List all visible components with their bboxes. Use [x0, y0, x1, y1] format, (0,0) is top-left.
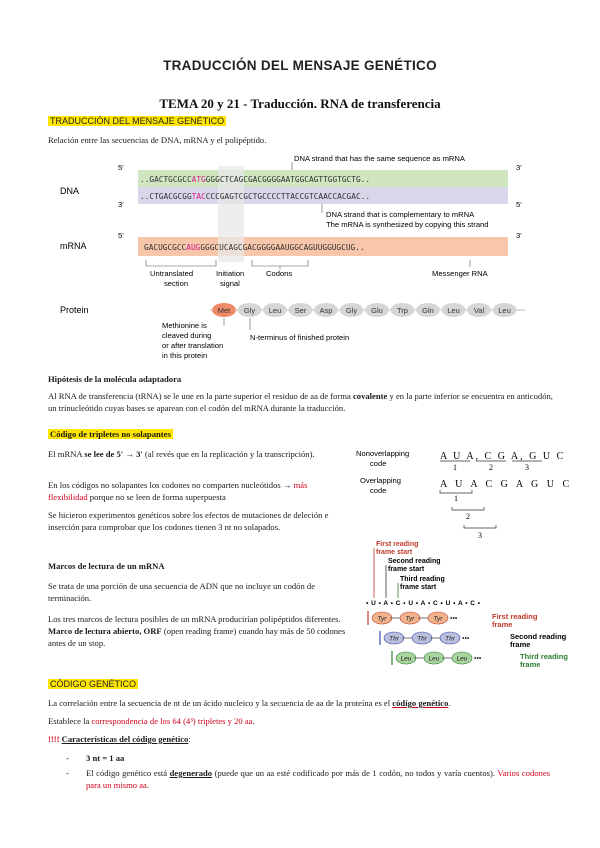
- bullet-dash-1: -: [66, 753, 69, 763]
- dna-label: DNA: [60, 186, 80, 196]
- template-strand-sequence: ..CTGACGCGGTACCCCGAGTCGCTGCCCCTTACCGTCAACCACGAC..: [140, 192, 371, 201]
- frame-amino-acid-label: Tyr: [377, 615, 387, 623]
- nterm-note: N-terminus of finished protein: [250, 333, 350, 342]
- mrna-label: mRNA: [60, 241, 87, 251]
- row3-label-2: frame: [520, 660, 541, 669]
- code-p1: La correlación entre la secuencia de nt de un ácido nucleico y la secuencia de aa de la proteína es el código genético.: [48, 698, 451, 708]
- row3-label-1: Third reading: [520, 652, 568, 661]
- amino-acid-label: Ser: [294, 305, 307, 315]
- amino-acid-label: Asp: [319, 305, 333, 315]
- reading-frames-svg: [362, 538, 592, 673]
- nonoverlap-num-3: 3: [525, 463, 529, 472]
- initiation-label-1: Initiation: [216, 269, 245, 278]
- met-note-3: or after translation: [162, 341, 224, 350]
- dna-figure-svg: [60, 150, 540, 365]
- page-subtitle: TEMA 20 y 21 - Traducción. RNA de transferencia: [159, 96, 441, 111]
- overlap-figure-svg: [352, 447, 592, 547]
- amino-acid-label: Leu: [268, 305, 282, 315]
- nonoverlap-num-1: 1: [453, 463, 457, 472]
- met-note-1: Methionine is: [162, 321, 207, 330]
- row2-label-2: frame: [510, 640, 531, 649]
- untranslated-label-1: Untranslated: [150, 269, 194, 278]
- met-note-2: cleaved during: [162, 331, 212, 340]
- amino-acid-label: Gly: [345, 305, 358, 315]
- char-heading: !!!! Características del código genético:: [48, 734, 191, 744]
- nonoverlap-label-1: Nonoverlapping: [356, 449, 410, 458]
- amino-acid-label: Glu: [371, 305, 383, 315]
- svg-text:•••: •••: [462, 635, 470, 643]
- frame-amino-acid-label: Thr: [445, 635, 455, 643]
- frame-amino-acid-label: Leu: [400, 655, 412, 663]
- nonoverlap-label-2: code: [370, 459, 387, 468]
- five-prime-right: 5': [516, 200, 522, 209]
- page-title: TRADUCCIÓN DEL MENSAJE GENÉTICO: [163, 58, 437, 73]
- code-heading: CÓDIGO GENÉTICO: [50, 679, 137, 689]
- coding-strand-sequence: ..GACTGCGCCATGGGGCTCAGCGACGGGGAATGGCAGTTGGTGCTG..: [140, 175, 371, 184]
- amino-acid-label: Leu: [498, 305, 511, 315]
- triplets-p1: El mRNA se lee de 5' → 3' (al revés que en la replicación y la transcripción).: [48, 449, 315, 459]
- overlap-label-1: Overlapping: [360, 476, 401, 485]
- rna-sequence: • U • A • C • U • A • C • U • A • C •: [366, 600, 481, 607]
- protein-label: Protein: [60, 305, 89, 315]
- amino-acid-label: Trp: [397, 305, 408, 315]
- triplets-p3: Se hicieron experimentos genéticos sobre los efectos de mutaciones de deleción e inserción para comprobar que los codones tienen 3 nt no solapados.: [48, 510, 329, 532]
- five-prime-mrna: 5': [118, 231, 124, 240]
- three-prime-mrna: 3': [516, 231, 522, 240]
- overlap-sequence: A U A C G A G U C: [440, 479, 573, 490]
- mrna-sequence: GACUGCGCCAUGGGGCUCAGCGACGGGGAAUGGCAGUUGGUGCUG..: [144, 243, 365, 252]
- frame-amino-acid-label: Tyr: [433, 615, 443, 623]
- frame-amino-acid-label: Thr: [417, 635, 427, 643]
- adaptor-paragraph: Al RNA de transferencia (tRNA) se le une en la parte superior el residuo de aa de forma covalente y en la parte inferior se encuentra en anticodón, un trinucleótido cuyas bases se aparean con el codón del mRNA durante la traducción.: [48, 391, 553, 413]
- codons-label: Codons: [266, 269, 293, 278]
- second-frame-start-2: frame start: [388, 566, 425, 573]
- amino-acid-label: Met: [217, 305, 231, 315]
- frames-p1: Se trata de una porción de una secuencia de ADN que no incluye un codón de terminación.: [48, 581, 316, 603]
- met-note-4: in this protein: [162, 351, 208, 360]
- row2-label-1: Second reading: [510, 632, 567, 641]
- frames-heading: Marcos de lectura de un mRNA: [48, 561, 165, 571]
- section-heading-traduccion: TRADUCCIÓN DEL MENSAJE GENÉTICO: [50, 116, 225, 126]
- overlap-figure: [352, 447, 592, 547]
- frame-amino-acid-label: Thr: [389, 635, 399, 643]
- third-frame-start-1: Third reading: [400, 576, 445, 583]
- code-p2: Establece la correspondencia de los 64 (4³) tripletes y 20 aa.: [48, 716, 255, 726]
- three-prime-left: 3': [118, 200, 124, 209]
- triplets-heading: Código de tripletes no solapantes: [50, 429, 171, 439]
- amino-acid-label: Gln: [422, 305, 434, 315]
- frame-amino-acid-label: Leu: [456, 655, 468, 663]
- bullet-2: El código genético está degenerado (puede que un aa esté codificado por más de 1 codón, no todos y varía cuentos). Varios codones para un mismo aa.: [86, 768, 550, 790]
- dna-mrna-protein-figure: [60, 150, 540, 365]
- svg-text:•••: •••: [474, 655, 482, 663]
- amino-acid-label: Gly: [243, 305, 256, 315]
- initiation-label-2: signal: [220, 279, 240, 288]
- overlap-label-2: code: [370, 486, 387, 495]
- reading-frames-figure: [362, 538, 592, 673]
- messenger-rna-label: Messenger RNA: [432, 269, 488, 278]
- frame-amino-acid-label: Tyr: [405, 615, 415, 623]
- first-frame-start-2: frame start: [376, 549, 413, 556]
- overlap-num-1: 1: [454, 494, 458, 503]
- three-prime-top: 3': [516, 163, 522, 172]
- template-note-1: DNA strand that is complementary to mRNA: [326, 210, 475, 219]
- nonoverlap-num-2: 2: [489, 463, 493, 472]
- svg-text:•••: •••: [450, 615, 458, 623]
- five-prime-top: 5': [118, 163, 124, 172]
- coding-strand-note: DNA strand that has the same sequence as mRNA: [294, 154, 465, 163]
- overlap-num-2: 2: [466, 512, 470, 521]
- section-intro: Relación entre las secuencias de DNA, mRNA y el polipéptido.: [48, 135, 267, 145]
- frame-amino-acid-label: Leu: [428, 655, 440, 663]
- first-frame-start-1: First reading: [376, 541, 419, 548]
- row1-label-1: First reading: [492, 612, 538, 621]
- amino-acid-label: Val: [473, 305, 485, 315]
- untranslated-label-2: section: [164, 279, 189, 288]
- frames-p2: Los tres marcos de lectura posibles de un mRNA producirían polipéptidos diferentes. Marco de lectura abierto, ORF (open reading frame) cuando hay más de 50 codones antes de un stop.: [48, 614, 346, 648]
- triplets-p2: En los códigos no solapantes los codones no comparten nucleótidos → más flexibilidad porque no se leen de forma superpuesta: [48, 480, 308, 502]
- row1-label-2: frame: [492, 620, 513, 629]
- template-note-2: The mRNA is synthesized by copying this strand: [326, 220, 489, 229]
- bullet-1: 3 nt = 1 aa: [86, 753, 125, 763]
- bullet-dash-2: -: [66, 768, 69, 778]
- reading-frame-rows: [368, 611, 482, 665]
- overlap-num-3: 3: [478, 531, 482, 540]
- nonoverlap-sequence: A U A, C G A, G U C: [440, 451, 566, 462]
- second-frame-start-1: Second reading: [388, 558, 441, 565]
- adaptor-heading: Hipótesis de la molécula adaptadora: [48, 374, 182, 384]
- amino-acid-label: Leu: [447, 305, 460, 315]
- third-frame-start-2: frame start: [400, 584, 437, 591]
